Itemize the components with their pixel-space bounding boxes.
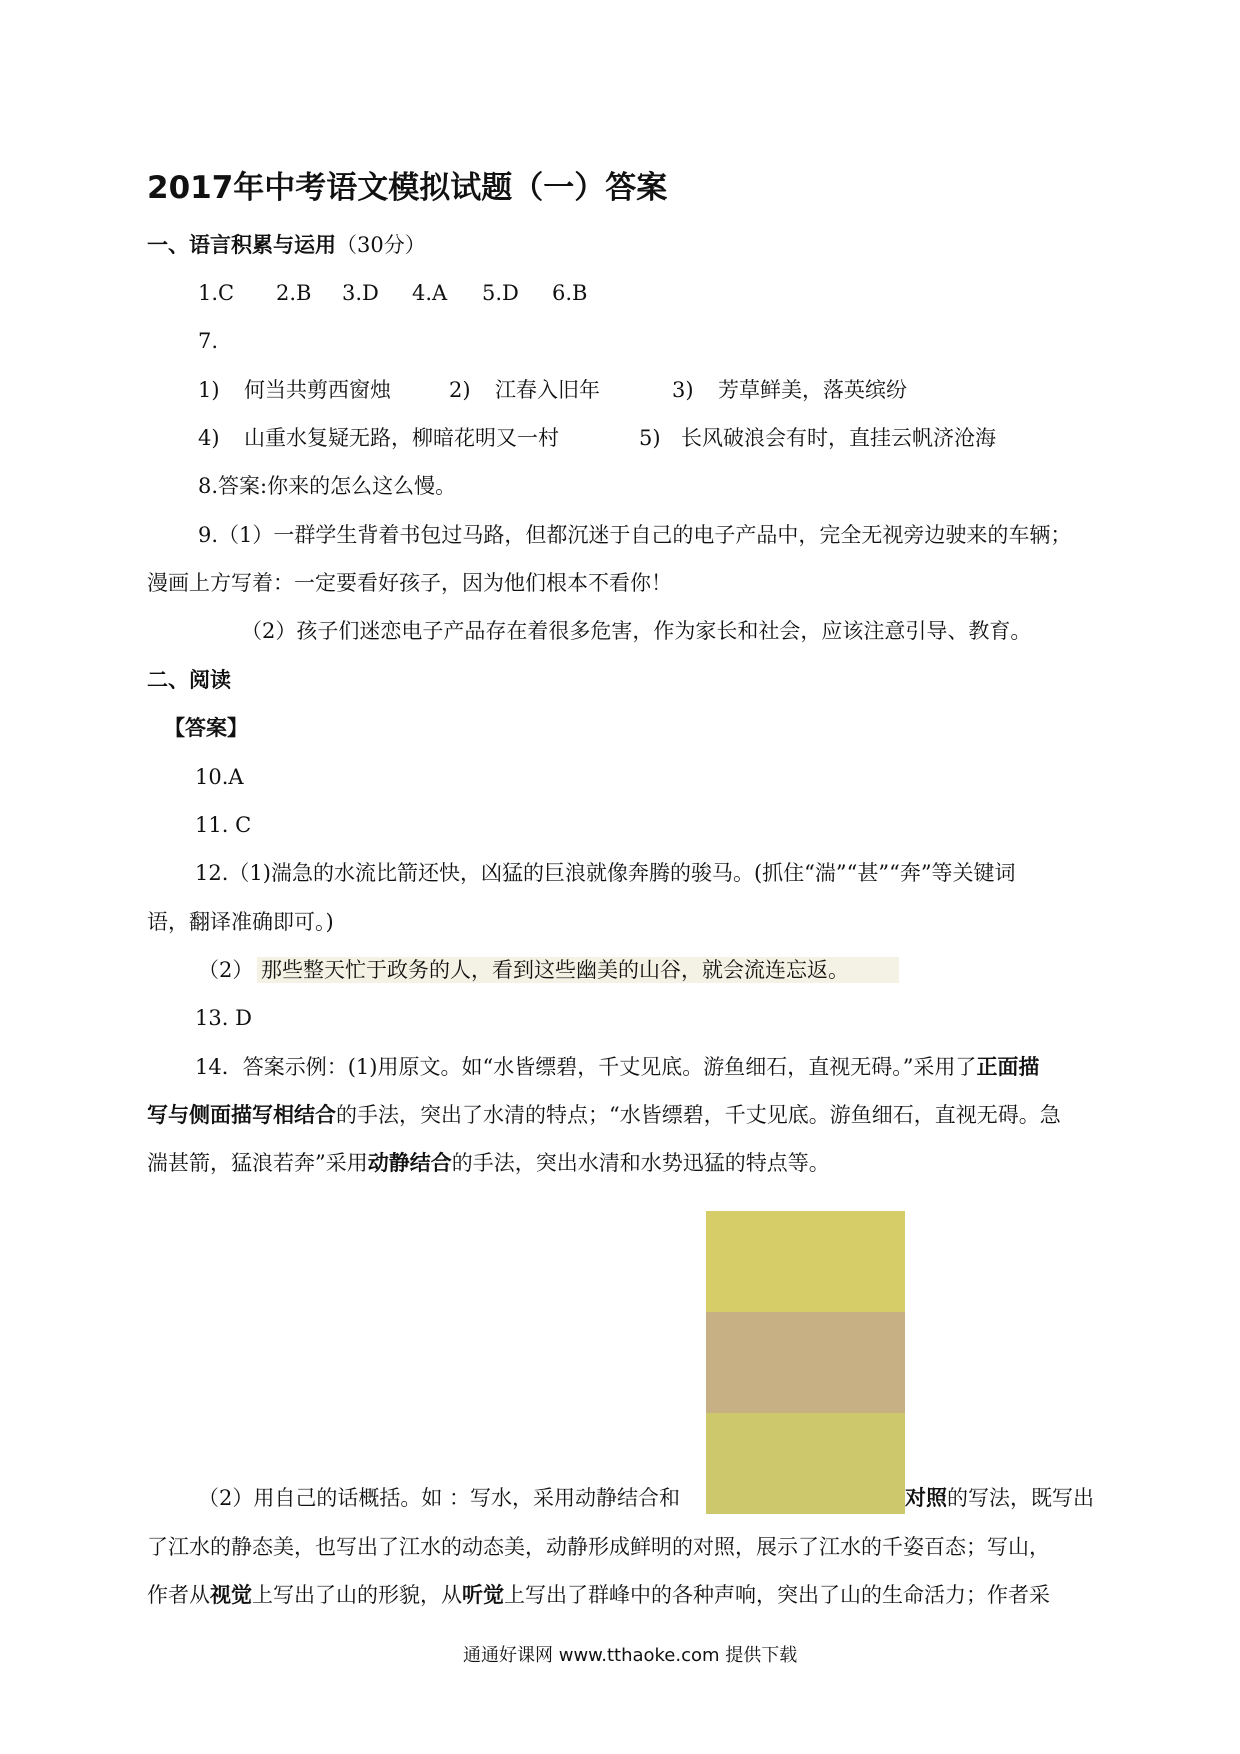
mc-answer: 2.B	[276, 281, 312, 305]
q14-emphasis: 动静结合	[367, 1150, 452, 1175]
q7-row-1	[198, 375, 907, 405]
section-1-score: （30分）	[336, 233, 426, 257]
q12-part-2-num: （2）	[198, 958, 254, 982]
q14-text: 上写出了群峰中的各种声响，突出了山的生命活力；作者采	[504, 1583, 1050, 1607]
mc-answer: 3.D	[342, 281, 379, 305]
q12-line-2: 语，翻译准确即可。)	[147, 910, 334, 934]
q10-answer: 10.A	[195, 765, 244, 789]
color-block-middle	[706, 1312, 905, 1413]
q14-emphasis: 对照	[905, 1485, 947, 1510]
document-title: 2017年中考语文模拟试题（一）答案	[147, 170, 668, 206]
q14-line-1	[195, 1052, 1039, 1082]
q11-answer: 11. C	[195, 813, 252, 837]
q14-text: 上写出了山的形貌，从	[252, 1583, 462, 1607]
q14-text: 的手法，突出水清和水势迅猛的特点等。	[451, 1151, 830, 1175]
q7-item-num: 2)	[449, 378, 471, 402]
q12-part-2-text: 那些整天忙于政务的人，看到这些幽美的山谷，就会流连忘返。	[257, 957, 899, 983]
color-block-image	[706, 1211, 905, 1514]
mc-answer: 6.B	[552, 281, 588, 305]
q14-emphasis: 听觉	[462, 1582, 504, 1607]
section-1-heading: 一、语言积累与运用	[147, 233, 336, 257]
q14-text: 的写法，既写出	[947, 1486, 1094, 1510]
q9-line-2: 漫画上方写着：一定要看好孩子，因为他们根本不看你！	[147, 571, 672, 595]
mc-answers-row	[198, 278, 587, 308]
q9-line-1: 9.（1）一群学生背着书包过马路，但都沉迷于自己的电子产品中，完全无视旁边驶来的车辆；	[198, 523, 1072, 547]
mc-answer: 1.C	[198, 281, 235, 305]
mc-answer: 4.A	[412, 281, 448, 305]
q7-item-text: 芳草鲜美，落英缤纷	[718, 378, 907, 402]
q12-part-2	[198, 955, 899, 985]
q9-part-2: （2）孩子们迷恋电子产品存在着很多危害，作为家长和社会，应该注意引导、教育。	[241, 619, 1032, 643]
section-2-heading: 二、阅读	[147, 668, 231, 692]
q14-part-2-line-2: 了江水的静态美，也写出了江水的动态美，动静形成鲜明的对照，展示了江水的千姿百态；写山，	[147, 1535, 1050, 1559]
q14-text: 湍甚箭，猛浪若奔”采用	[147, 1151, 368, 1175]
color-block-top	[706, 1211, 905, 1312]
q7-item-num: 1)	[198, 378, 220, 402]
q14-text: 14．答案示例：(1)用原文。如“水皆缥碧，千丈见底。游鱼细石，直视无碍。”采用了	[195, 1055, 977, 1079]
q12-line-1: 12.（1)湍急的水流比箭还快，凶猛的巨浪就像奔腾的骏马。(抓住“湍”“甚”“奔”等关键词	[195, 861, 1016, 885]
q14-text: （2）用自己的话概括。如 ：写水，采用动静结合和	[198, 1486, 681, 1510]
q14-emphasis: 视觉	[210, 1582, 252, 1607]
q7-item-text: 何当共剪西窗烛	[244, 378, 391, 402]
q14-part-2-line-3	[147, 1580, 1050, 1610]
q7-item-text: 长风破浪会有时，直挂云帆济沧海	[681, 426, 996, 450]
q7-item-num: 3)	[672, 378, 694, 402]
q14-emphasis: 正面描	[976, 1054, 1040, 1079]
answer-label: 【答案】	[164, 716, 248, 740]
q14-text: 作者从	[147, 1583, 210, 1607]
q8-answer: 8.答案:你来的怎么这么慢。	[198, 474, 457, 498]
q7-item-text: 江春入旧年	[495, 378, 600, 402]
q14-line-3	[147, 1148, 830, 1178]
q14-text: 的手法，突出了水清的特点；“水皆缥碧，千丈见底。游鱼细石，直视无碍。急	[336, 1103, 1061, 1127]
q7-label: 7.	[198, 329, 219, 353]
q14-emphasis: 写与侧面描写相结合	[147, 1102, 336, 1127]
section-1-heading-line	[147, 230, 426, 260]
q14-line-2	[147, 1100, 1061, 1130]
q13-answer: 13. D	[195, 1006, 252, 1030]
mc-answer: 5.D	[482, 281, 519, 305]
q7-item-num: 5)	[639, 426, 661, 450]
page-footer: 通通好课网 www.tthaoke.com 提供下载	[463, 1645, 798, 1666]
q7-row-2	[198, 423, 996, 453]
q14-part-2-line-1	[198, 1483, 1094, 1513]
q7-item-num: 4)	[198, 426, 220, 450]
q7-item-text: 山重水复疑无路，柳暗花明又一村	[244, 426, 559, 450]
